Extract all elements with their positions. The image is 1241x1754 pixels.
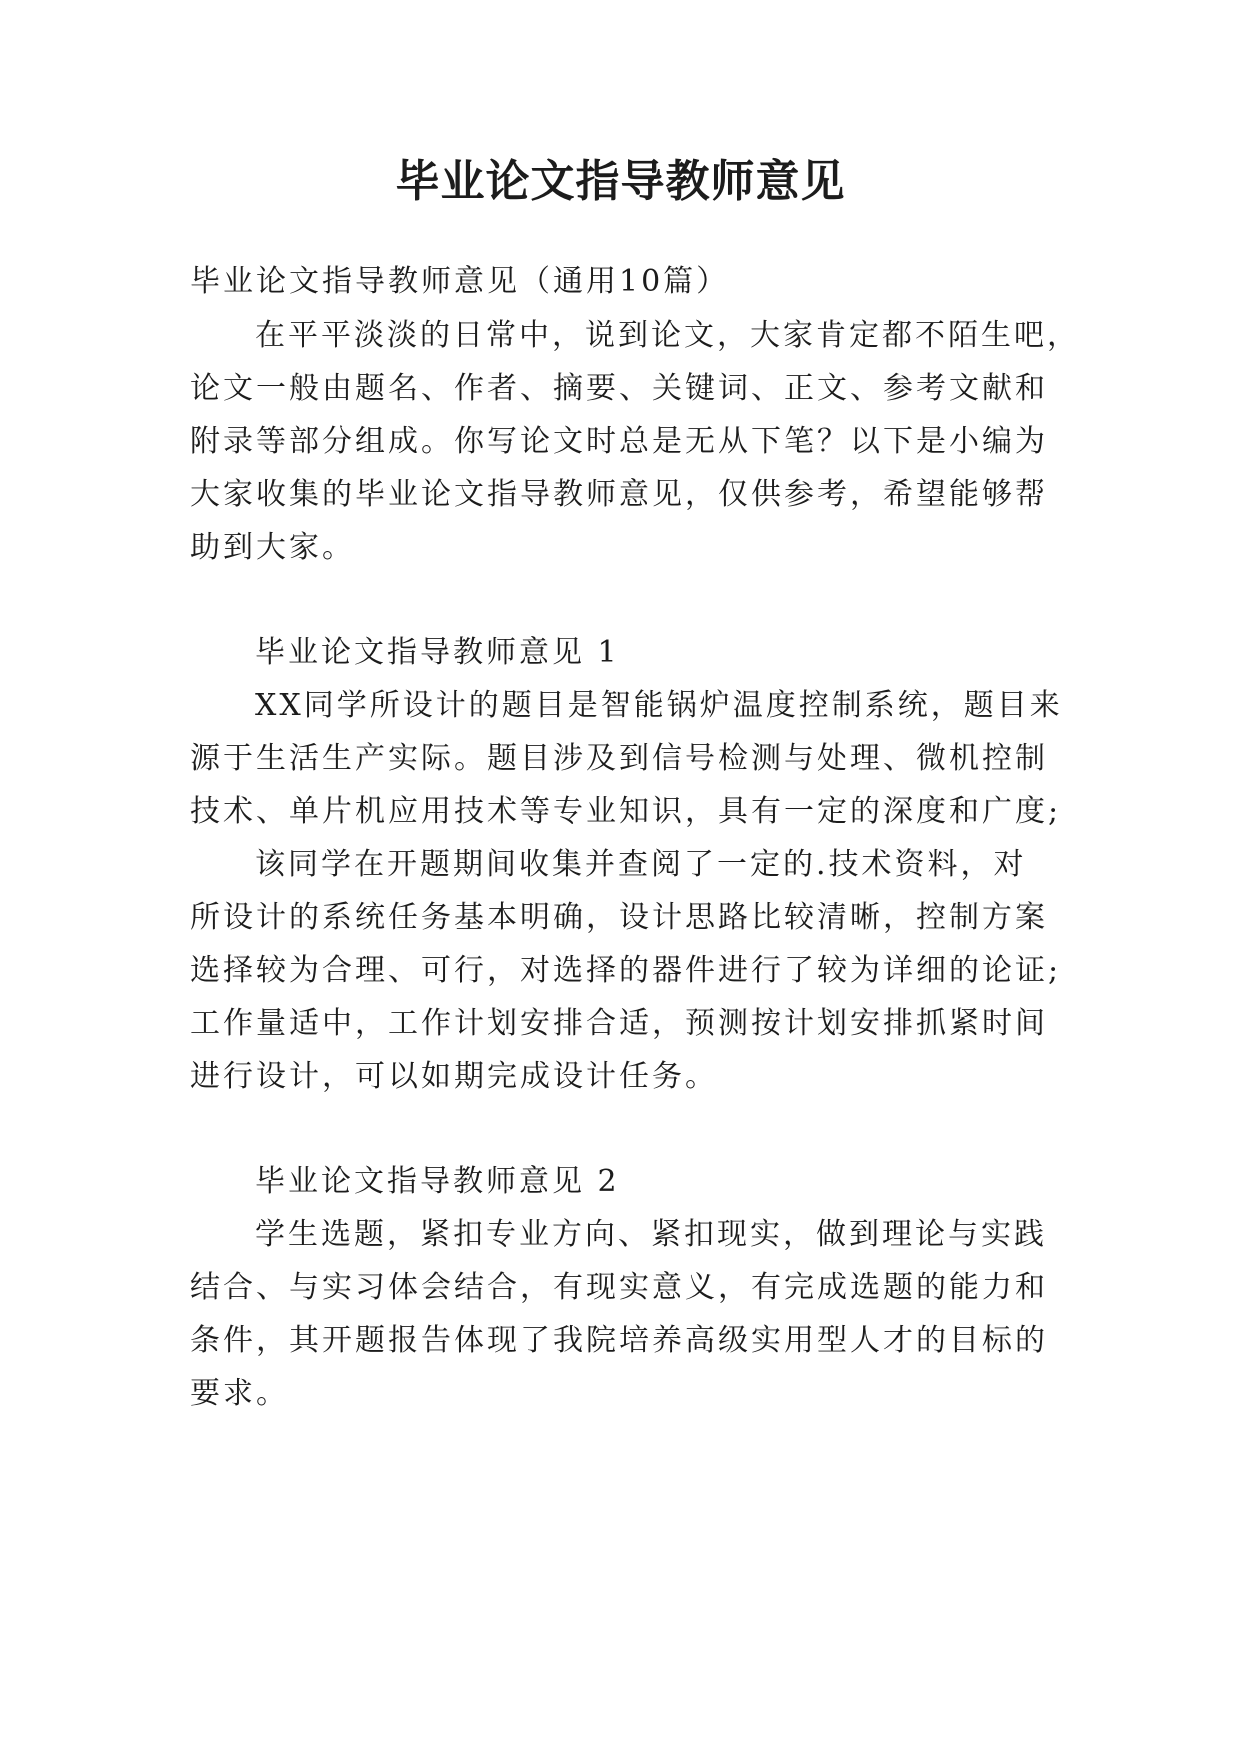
section1-line: 该同学在开题期间收集并查阅了一定的.技术资料，对 — [255, 847, 1027, 882]
section1-line: 进行设计，可以如期完成设计任务。 — [190, 1059, 718, 1094]
section1-line: XX同学所设计的题目是智能锅炉温度控制系统，题目来 — [255, 688, 1063, 723]
section1-line: 源于生活生产实际。题目涉及到信号检测与处理、微机控制 — [190, 741, 1048, 776]
intro-line: 论文一般由题名、作者、摘要、关键词、正文、参考文献和 — [190, 371, 1048, 406]
section1-line: 工作量适中，工作计划安排合适，预测按计划安排抓紧时间 — [190, 1006, 1048, 1041]
section1-line: 技术、单片机应用技术等专业知识，具有一定的深度和广度; — [190, 794, 1062, 829]
section2-line: 条件，其开题报告体现了我院培养高级实用型人才的目标的 — [190, 1323, 1048, 1358]
page-title: 毕业论文指导教师意见 — [395, 156, 846, 207]
intro-line: 助到大家。 — [190, 530, 355, 565]
section2-line: 学生选题，紧扣专业方向、紧扣现实，做到理论与实践 — [255, 1217, 1047, 1252]
intro-line: 大家收集的毕业论文指导教师意见，仅供参考，希望能够帮 — [190, 477, 1048, 512]
intro-line: 在平平淡淡的日常中，说到论文，大家肯定都不陌生吧， — [255, 318, 1080, 353]
section1-line: 选择较为合理、可行，对选择的器件进行了较为详细的论证; — [190, 953, 1062, 988]
section2-line: 结合、与实习体会结合，有现实意义，有完成选题的能力和 — [190, 1270, 1048, 1305]
section-heading-1: 毕业论文指导教师意见 1 — [255, 635, 620, 670]
section2-line: 要求。 — [190, 1376, 289, 1411]
section-heading-2: 毕业论文指导教师意见 2 — [255, 1164, 620, 1199]
intro-line: 附录等部分组成。你写论文时总是无从下笔？以下是小编为 — [190, 424, 1048, 459]
section1-line: 所设计的系统任务基本明确，设计思路比较清晰，控制方案 — [190, 900, 1048, 935]
document-subtitle: 毕业论文指导教师意见（通用10篇） — [190, 264, 730, 299]
